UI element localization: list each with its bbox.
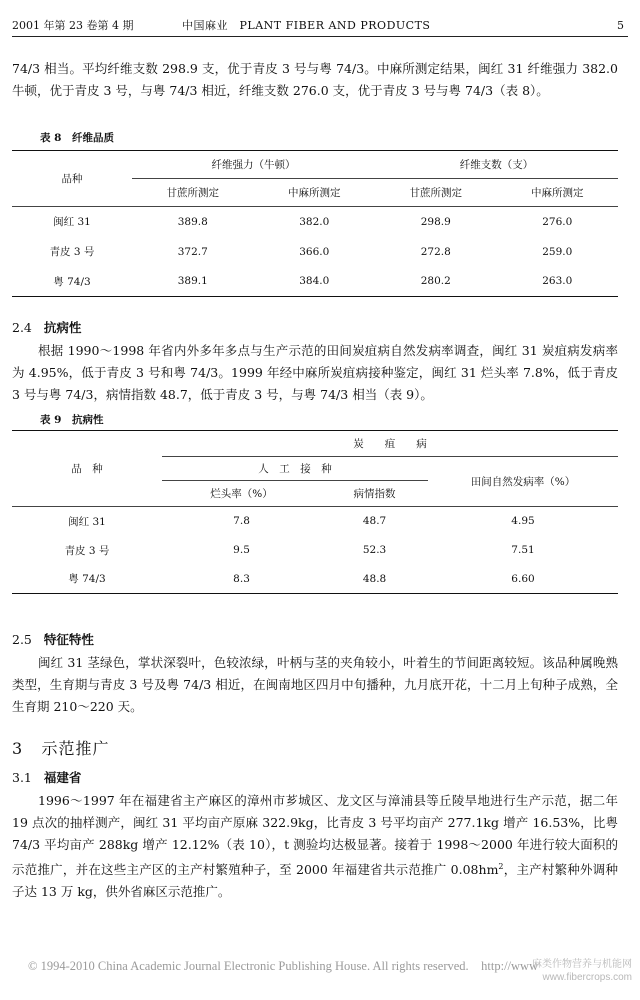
table9-group-anthracnose: 炭 疽 病: [162, 431, 618, 457]
table9-col-field-rate: 田间自然发病率（%）: [428, 457, 618, 507]
table8-fiber-quality: [12, 150, 618, 297]
table-cell: 7.51: [511, 544, 535, 556]
section-title: 福建省: [43, 770, 82, 785]
variety-name: 闽红 31: [53, 216, 91, 229]
table9-col-variety: 品 种: [12, 431, 162, 507]
table-cell: 263.0: [542, 275, 573, 288]
watermark: [520, 958, 632, 984]
table9-caption: 表 9 抗病性: [40, 414, 104, 426]
table9-disease-resistance: [12, 430, 618, 594]
table9-sub-header: 病情指数: [321, 481, 428, 507]
table-cell: 280.2: [420, 275, 451, 288]
chapter-heading-3: [12, 736, 109, 759]
table-cell: 52.3: [362, 544, 387, 556]
table-cell: 7.8: [233, 515, 250, 528]
table-cell: 372.7: [177, 245, 208, 258]
variety-name: 青皮 3 号: [49, 246, 95, 258]
intro-paragraph: 74/3 相当。平均纤维支数 298.9 支，优于青皮 3 号与粤 74/3。中麻所测定结果，闽红 31 纤维强力 382.0 牛顿，优于青皮 3 号，与粤 74/3 相近，纤维支数 276.0 支，优于青皮 3 号与粤 74/3（表 8）。: [12, 61, 618, 98]
variety-name: 青皮 3 号: [64, 544, 110, 557]
table-cell: 298.9: [420, 215, 451, 228]
variety-name: 闽红 31: [68, 515, 106, 528]
chapter-title: 示范推广: [41, 739, 110, 758]
chapter-number: 3: [12, 739, 24, 758]
section-number: 2.5: [12, 632, 32, 647]
table-cell: 8.3: [233, 572, 250, 585]
section-number: 3.1: [12, 770, 32, 785]
table8-col-variety: 品种: [12, 151, 132, 207]
watermark-line: 麻类作物营养与机能网: [532, 959, 632, 970]
table8-group-count: 纤维支数（支）: [375, 151, 618, 179]
issue-info: 2001 年第 23 卷第 4 期: [12, 19, 134, 32]
section-heading-2-4: [12, 318, 81, 336]
table-cell: 366.0: [299, 245, 330, 258]
journal-title: 中国麻业 PLANT FIBER AND PRODUCTS: [182, 19, 431, 32]
table-cell: 382.0: [299, 215, 330, 228]
variety-name: 粤 74/3: [68, 573, 106, 586]
table8-caption: 表 8 纤维品质: [40, 132, 114, 144]
watermark-line: www.fibercrops.com: [542, 972, 632, 983]
table-cell: 389.8: [177, 215, 208, 228]
table-row: [12, 507, 618, 536]
area-unit-superscript: 2: [498, 862, 504, 871]
table-cell: 48.8: [362, 572, 387, 585]
section-title: 特征特性: [43, 632, 94, 647]
table-cell: 9.5: [233, 544, 250, 556]
table-row: [12, 207, 618, 237]
table8-group-strength: 纤维强力（牛顿）: [132, 151, 375, 179]
table8-sub-header: 甘蔗所测定: [375, 179, 497, 207]
table-cell: 272.8: [420, 245, 451, 258]
fujian-paragraph: [12, 790, 618, 903]
table-cell: 259.0: [542, 245, 573, 258]
page-number: 5: [617, 18, 624, 32]
table-row: [12, 565, 618, 594]
copyright-footer: © 1994-2010 China Academic Journal Electronic Publishing House. All rights reserved. http://www: [28, 959, 539, 973]
section-number: 2.4: [12, 320, 32, 335]
table8-sub-header: 中麻所测定: [254, 179, 376, 207]
table-cell: 4.95: [511, 515, 535, 528]
disease-resistance-paragraph: 根据 1990～1998 年省内外多年多点与生产示范的田间炭疽病自然发病率调查，闽红 31 炭疽病发病率为 4.95%，低于青皮 3 号和粤 74/3。1999 年经中麻所炭疽病接种鉴定，闽红 31 烂头率 7.8%，低于青皮 3 号与粤 74/3，病情指数 48.7，低于青皮 3 号，与粤 74/3 相当（表 9）。: [12, 343, 618, 402]
section-heading-2-5: [12, 630, 94, 648]
table-row: [12, 267, 618, 297]
fujian-text-main: 1996～1997 年在福建省主产麻区的漳州市芗城区、龙文区与漳浦县等丘陵旱地进行生产示范，据二年 19 点次的抽样测产，闽红 31 平均亩产原麻 322.9kg，比青皮 3 号平均亩产 277.1kg 增产 16.53%，比粤 74/3 平均亩产 288kg 增产 12.12%（表 10），t 测验均达极显著。接着于 1998～2000 年进行较大面积的示范推广，并在这些主产区的主产村繁殖种子，至 2000 年福建省共示范推广 0.08hm: [12, 793, 618, 878]
characteristics-paragraph: 闽红 31 茎绿色，掌状深裂叶，色较浓绿，叶柄与茎的夹角较小，叶着生的节间距离较短。该品种属晚熟类型，生育期与青皮 3 号及粤 74/3 相近，在闽南地区四月中旬播种，九月底开花，十二月上旬种子成熟，全生育期 210～220 天。: [12, 655, 618, 714]
table-row: [12, 237, 618, 267]
section-title: 抗病性: [43, 320, 82, 335]
fujian-text-end: ，主产村繁种外调种子达 13 万 kg，供外省麻区示范推广。: [12, 862, 618, 900]
table-cell: 384.0: [299, 275, 330, 288]
table-cell: 48.7: [362, 515, 387, 528]
table8-sub-header: 甘蔗所测定: [132, 179, 254, 207]
table-row: [12, 536, 618, 565]
table9-sub-header: 烂头率（%）: [162, 481, 321, 507]
running-header: [12, 14, 628, 37]
table-cell: 6.60: [511, 572, 535, 585]
table-cell: 276.0: [542, 215, 573, 228]
table8-sub-header: 中麻所测定: [497, 179, 619, 207]
variety-name: 粤 74/3: [53, 275, 91, 288]
section-heading-3-1: [12, 768, 81, 786]
table9-group-artificial: 人 工 接 种: [162, 457, 428, 481]
table-cell: 389.1: [177, 275, 208, 288]
